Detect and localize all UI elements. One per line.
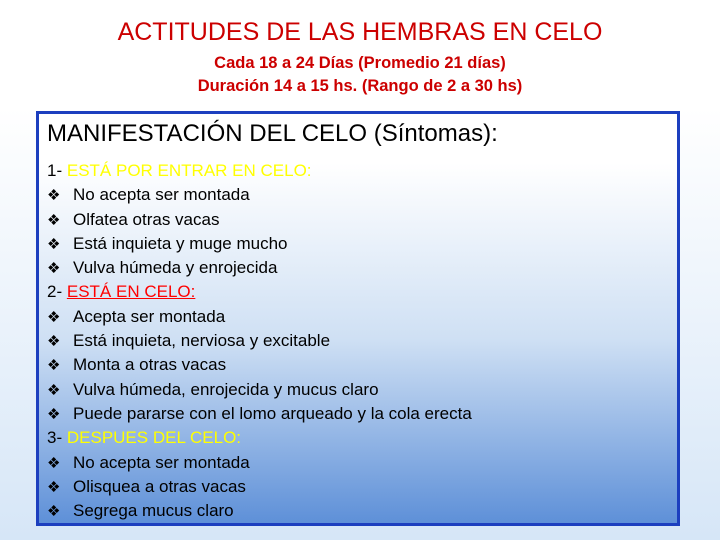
list-item-text: Vulva húmeda y enrojecida (73, 258, 278, 278)
section-number: 2- (47, 282, 63, 302)
cycle-subtitle: Cada 18 a 24 Días (Promedio 21 días) (214, 54, 506, 72)
section-label: ESTÁ POR ENTRAR EN CELO: (66, 161, 312, 180)
diamond-bullet-icon: ❖ (47, 211, 61, 229)
list-item (47, 402, 472, 426)
section-header (47, 426, 472, 450)
section-number: 1- (47, 161, 63, 180)
symptoms-panel (36, 111, 680, 526)
section-header (47, 159, 472, 183)
diamond-bullet-icon: ❖ (47, 187, 61, 205)
list-item-text: Vulva húmeda, enrojecida y mucus claro (73, 379, 379, 399)
diamond-bullet-icon: ❖ (47, 503, 61, 521)
diamond-bullet-icon: ❖ (47, 260, 61, 278)
list-item (47, 232, 472, 256)
list-item (47, 183, 472, 207)
page-title: ACTITUDES DE LAS HEMBRAS EN CELO (117, 18, 603, 46)
list-item (47, 378, 472, 402)
section-label: ESTÁ EN CELO: (66, 282, 196, 302)
diamond-bullet-icon: ❖ (47, 357, 61, 375)
list-item-text: Está inquieta y muge mucho (73, 233, 288, 253)
symptoms-list (47, 159, 472, 523)
list-item (47, 499, 472, 523)
diamond-bullet-icon: ❖ (47, 454, 61, 472)
diamond-bullet-icon: ❖ (47, 235, 61, 253)
list-item-text: Puede pararse con el lomo arqueado y la cola erecta (73, 403, 472, 423)
list-item-text: Segrega mucus claro (73, 501, 234, 521)
duration-subtitle: Duración 14 a 15 hs. (Rango de 2 a 30 hs) (197, 77, 523, 95)
diamond-bullet-icon: ❖ (47, 333, 61, 351)
diamond-bullet-icon: ❖ (47, 478, 61, 496)
list-item-text: Olisquea a otras vacas (73, 476, 246, 496)
list-item-text: Está inquieta, nerviosa y excitable (73, 331, 331, 351)
diamond-bullet-icon: ❖ (47, 405, 61, 423)
list-item (47, 451, 472, 475)
list-item-text: Olfatea otras vacas (73, 209, 220, 229)
panel-heading: MANIFESTACIÓN DEL CELO (Síntomas): (47, 120, 498, 147)
list-item-text: Acepta ser montada (73, 306, 226, 326)
list-item (47, 305, 472, 329)
list-item (47, 475, 472, 499)
diamond-bullet-icon: ❖ (47, 308, 61, 326)
list-item (47, 329, 472, 353)
list-item (47, 256, 472, 280)
section-header (47, 280, 472, 304)
section-label: DESPUES DEL CELO: (66, 428, 242, 448)
list-item-text: No acepta ser montada (73, 452, 250, 472)
list-item (47, 353, 472, 377)
list-item-text: No acepta ser montada (73, 185, 250, 205)
list-item-text: Monta a otras vacas (73, 355, 227, 375)
section-number: 3- (47, 428, 63, 448)
list-item (47, 208, 472, 232)
diamond-bullet-icon: ❖ (47, 381, 61, 399)
